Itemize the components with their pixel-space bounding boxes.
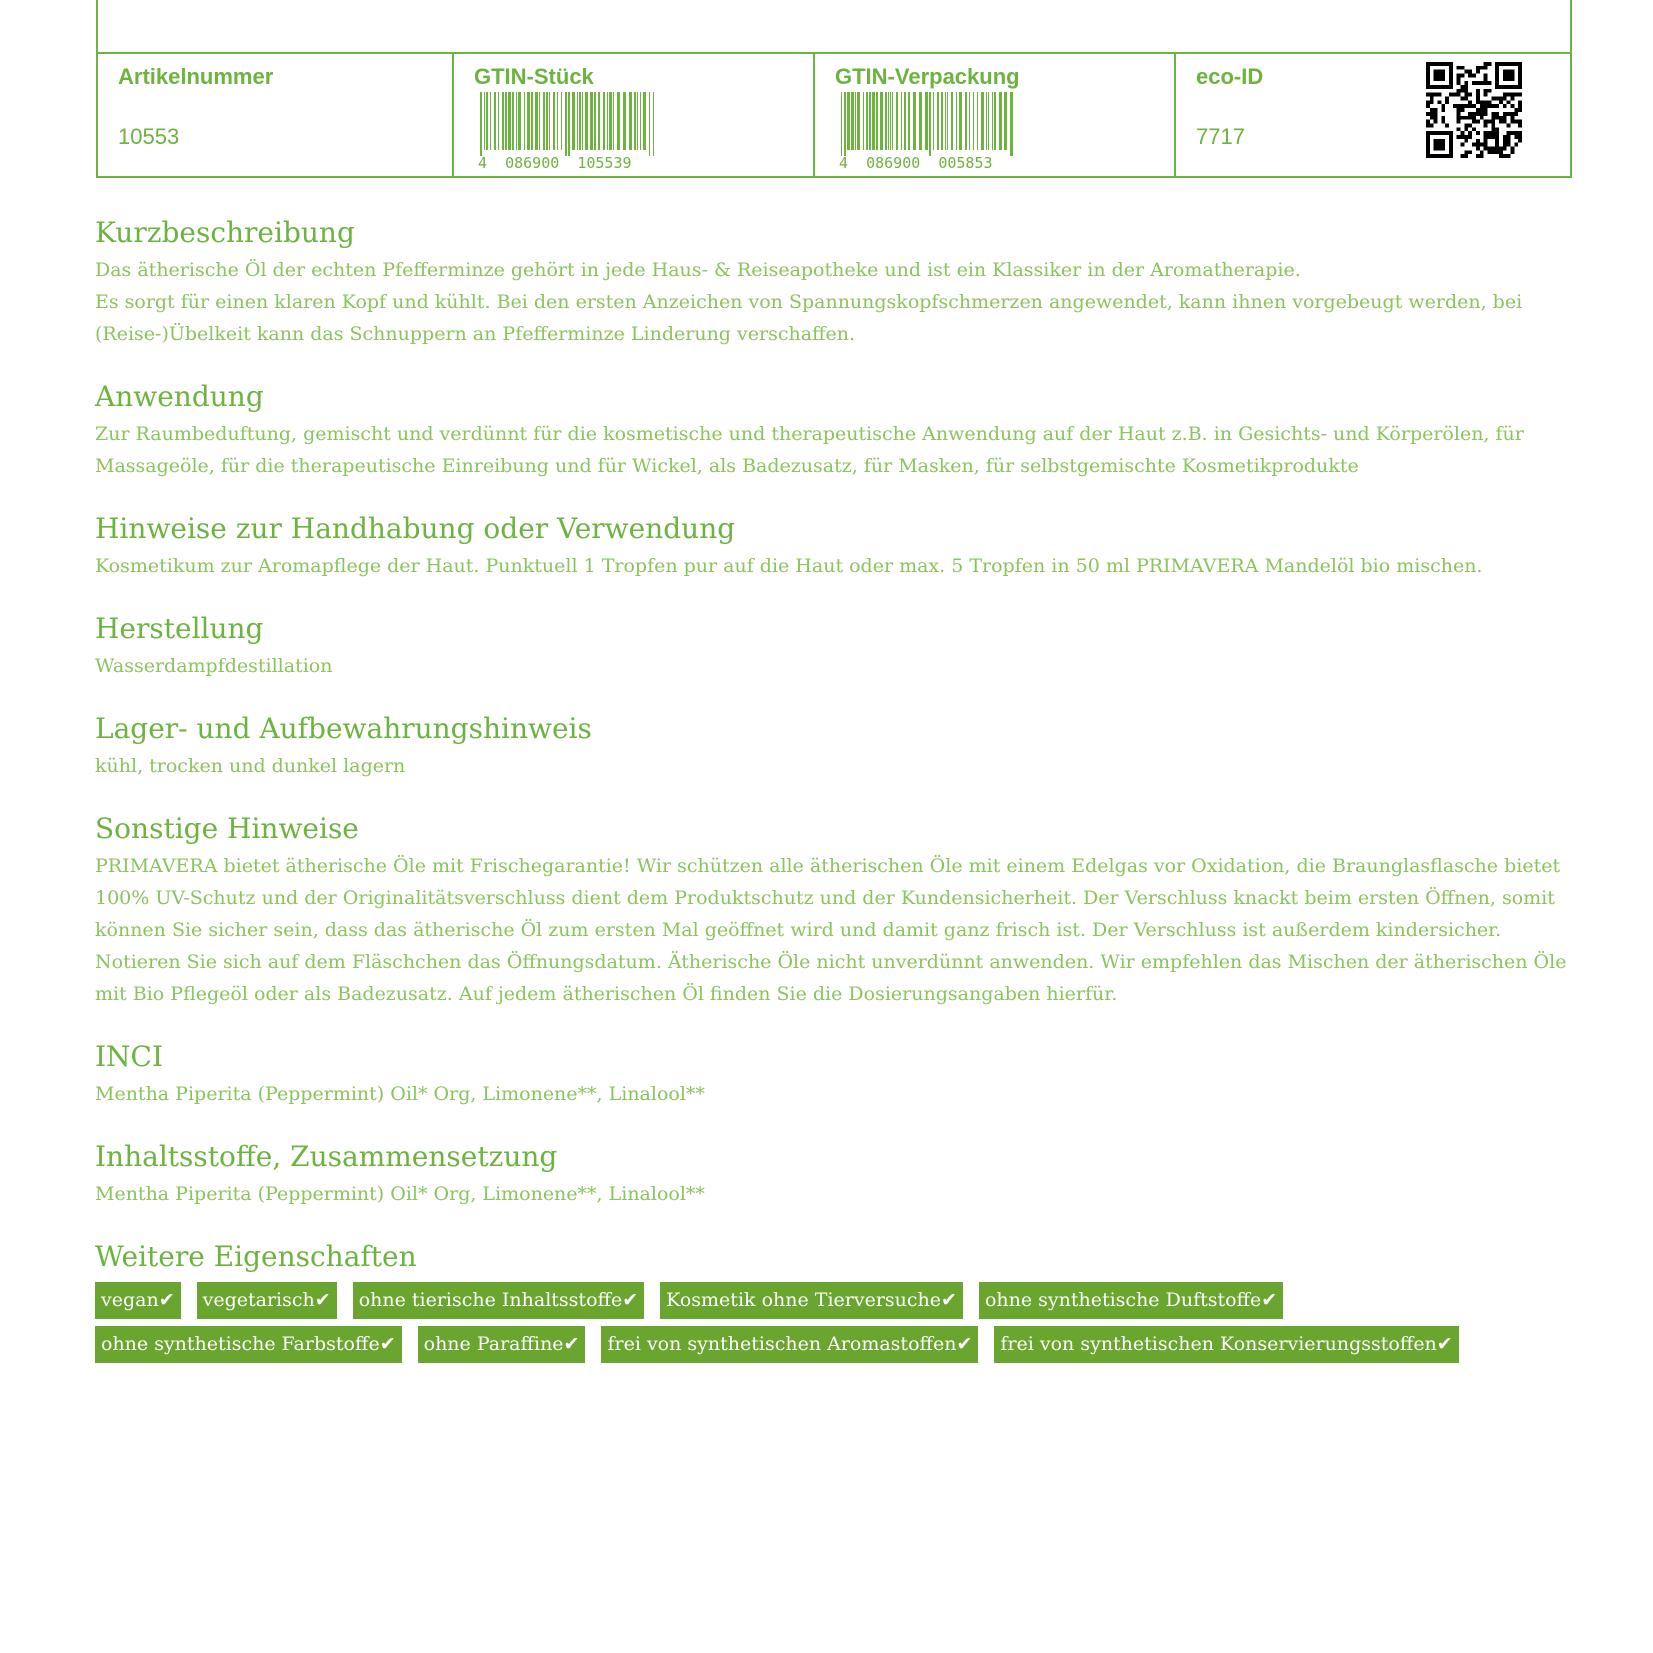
section-sonstige xyxy=(95,808,1575,1010)
section-title: Hinweise zur Handhabung oder Verwendung xyxy=(95,512,736,545)
gtin-stueck-label: GTIN-Stück xyxy=(474,64,594,89)
section-kurzbeschreibung xyxy=(95,212,1575,350)
tag-badge: vegetarisch✔ xyxy=(197,1282,337,1319)
eco-id-label: eco-ID xyxy=(1196,64,1264,89)
tag-list xyxy=(95,1282,1515,1370)
section-herstellung xyxy=(95,608,1575,682)
artikelnummer-cell xyxy=(98,54,452,176)
tag-badge: vegan✔ xyxy=(95,1282,181,1319)
product-info-table xyxy=(96,0,1572,178)
section-text: Zur Raumbeduftung, gemischt und verdünnt für die kosmetische und therapeutische Anwendung auf der Haut z.B. in Gesichts- und Körperölen, für Massageöle, für die therapeutische Einreibung und für Wickel, als Badezusatz, für Masken, für selbstgemischte Kosmetikprodukte xyxy=(95,423,1524,477)
qr-code-icon xyxy=(1426,62,1522,158)
tag-badge: ohne Paraffine✔ xyxy=(418,1326,586,1363)
artikelnummer-value: 10553 xyxy=(118,124,180,149)
tag-badge: Kosmetik ohne Tierversuche✔ xyxy=(660,1282,963,1319)
tag-badge: ohne synthetische Farbstoffe✔ xyxy=(95,1326,402,1363)
eco-id-cell xyxy=(1176,54,1572,176)
gtin-stueck-cell xyxy=(454,54,813,176)
tag-badge: ohne synthetische Duftstoffe✔ xyxy=(979,1282,1283,1319)
section-lager xyxy=(95,708,1575,782)
section-text: Das ätherische Öl der echten Pfefferminze gehört in jede Haus- & Reiseapotheke und ist ein Klassiker in der Aromatherapie. Es sorgt für einen klaren Kopf und kühlt. Bei den ersten Anzeichen von Spannungskopfschmerzen angewendet, kann ihnen vorgebeugt werden, bei (Reise-)Übelkeit kann das Schnuppern an Pfefferminze Linderung verschaffen. xyxy=(95,259,1523,345)
barcode-icon xyxy=(478,92,658,170)
barcode-icon xyxy=(839,92,1019,170)
section-title: Anwendung xyxy=(95,380,264,413)
section-text: PRIMAVERA bietet ätherische Öle mit Frischegarantie! Wir schützen alle ätherischen Öle mit einem Edelgas vor Oxidation, die Braunglasflasche bietet 100% UV-Schutz und der Originalitätsverschluss dient dem Produktschutz und der Kundensicherheit. Der Verschluss knackt beim ersten Öffnen, somit können Sie sicher sein, dass das ätherische Öl zum ersten Mal geöffnet wird und damit ganz frisch ist. Der Verschluss ist außerdem kindersicher. Notieren Sie sich auf dem Fläschchen das Öffnungsdatum. Ätherische Öle nicht unverdünnt anwenden. Wir empfehlen das Mischen der ätherischen Öle mit Bio Pflegeöl oder als Badezusatz. Auf jedem ätherischen Öl finden Sie die Dosierungsangaben hierfür. xyxy=(95,855,1567,1005)
section-title: Lager- und Aufbewahrungshinweis xyxy=(95,712,592,745)
section-anwendung xyxy=(95,376,1575,482)
section-text: Mentha Piperita (Peppermint) Oil* Org, Limonene**, Linalool** xyxy=(95,1183,705,1205)
gtin-stueck-digits: 4 086900 105539 xyxy=(478,154,632,170)
section-hinweise xyxy=(95,508,1575,582)
gtin-verpackung-label: GTIN-Verpackung xyxy=(835,64,1020,89)
section-weitere xyxy=(95,1236,1575,1370)
section-title: Weitere Eigenschaften xyxy=(95,1240,417,1273)
gtin-verpackung-cell xyxy=(815,54,1174,176)
section-title: Inhaltsstoffe, Zusammensetzung xyxy=(95,1140,558,1173)
section-text: Wasserdampfdestillation xyxy=(95,655,333,677)
section-title: Sonstige Hinweise xyxy=(95,812,359,845)
section-text: Mentha Piperita (Peppermint) Oil* Org, Limonene**, Linalool** xyxy=(95,1083,705,1105)
section-inhaltsstoffe xyxy=(95,1136,1575,1210)
product-description xyxy=(95,212,1575,1396)
section-title: INCI xyxy=(95,1040,164,1073)
artikelnummer-label: Artikelnummer xyxy=(118,64,274,89)
section-title: Kurzbeschreibung xyxy=(95,216,355,249)
section-text: kühl, trocken und dunkel lagern xyxy=(95,755,406,777)
section-inci xyxy=(95,1036,1575,1110)
tag-badge: frei von synthetischen Konservierungsstoffen✔ xyxy=(994,1326,1458,1363)
section-title: Herstellung xyxy=(95,612,264,645)
section-text: Kosmetikum zur Aromapflege der Haut. Punktuell 1 Tropfen pur auf die Haut oder max. 5 Tropfen in 50 ml PRIMAVERA Mandelöl bio mischen. xyxy=(95,555,1483,577)
tag-badge: ohne tierische Inhaltsstoffe✔ xyxy=(353,1282,644,1319)
gtin-verpackung-digits: 4 086900 005853 xyxy=(839,154,993,170)
tag-badge: frei von synthetischen Aromastoffen✔ xyxy=(601,1326,978,1363)
eco-id-value: 7717 xyxy=(1196,124,1245,149)
